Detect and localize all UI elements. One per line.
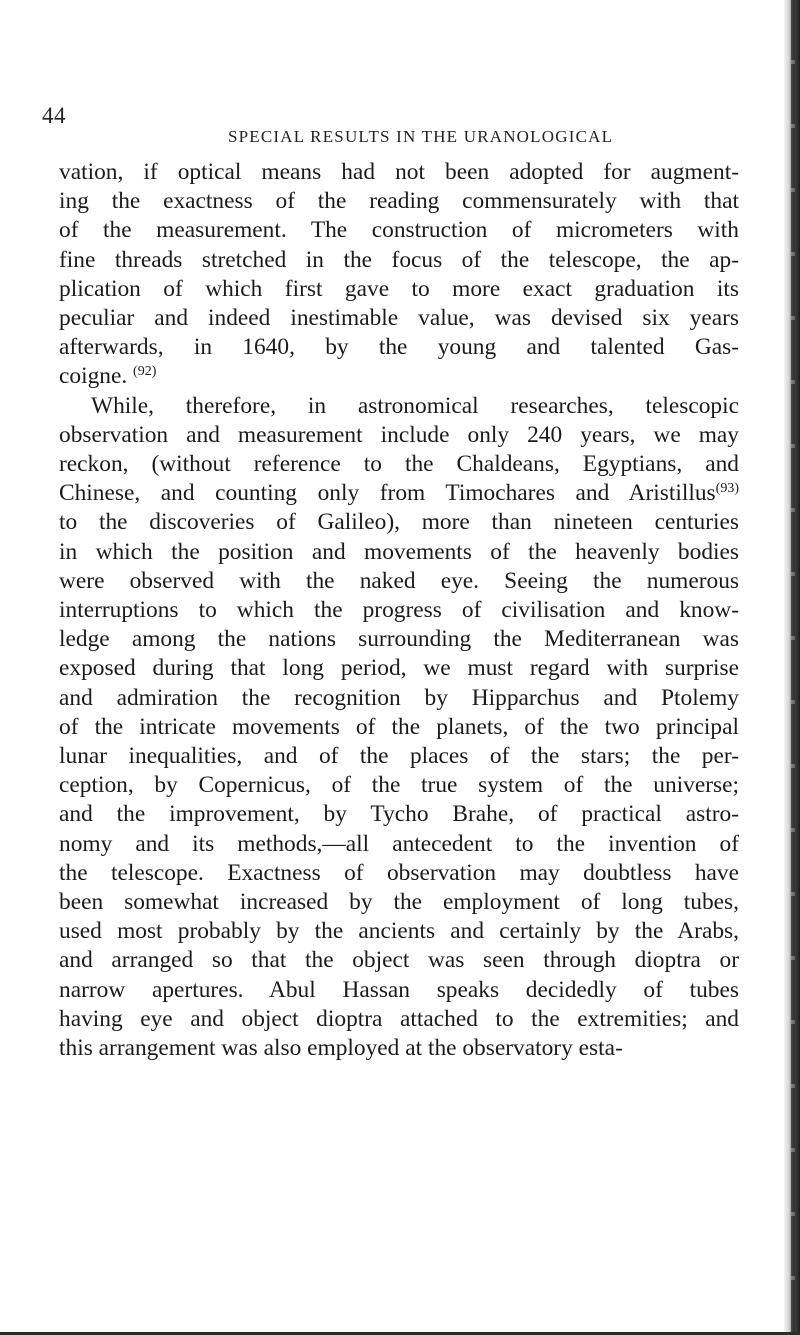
footnote-ref: (93) <box>715 481 739 497</box>
line-text: Chinese, and counting only from Timochares and Aristillus <box>59 480 716 507</box>
text-line: vation, if optical means had not been adopted for augment- <box>59 159 739 185</box>
text-line: peculiar and indeed inestimable value, was devised six years <box>59 305 739 332</box>
text-line: the telescope. Exactness of observation may doubtless have <box>59 859 739 886</box>
text-line: of the measurement. The construction of micrometers with <box>59 217 739 244</box>
line-text: coigne. <box>59 363 134 390</box>
text-line: ledge among the nations surrounding the Mediterranean was <box>59 626 739 653</box>
text-line: used most probably by the ancients and certainly by the Arabs, <box>59 918 739 945</box>
text-line: observation and measurement include only 240 years, we may <box>59 421 739 448</box>
text-line: this arrangement was also employed at the observatory esta- <box>59 1035 623 1062</box>
text-line: While, therefore, in astronomical researches, telescopic <box>91 392 739 419</box>
running-head: SPECIAL RESULTS IN THE URANOLOGICAL <box>228 127 614 146</box>
text-line: fine threads stretched in the focus of the telescope, the ap- <box>59 246 739 273</box>
text-line: reckon, (without reference to the Chaldeans, Egyptians, and <box>59 451 739 478</box>
text-line: narrow apertures. Abul Hassan speaks decidedly of tubes <box>59 976 739 1003</box>
text-line: ing the exactness of the reading commensurately with that <box>59 188 739 215</box>
text-line: and admiration the recognition by Hipparchus and Ptolemy <box>59 684 739 711</box>
text-line: plication of which first gave to more exact graduation its <box>59 275 739 302</box>
text-line: and the improvement, by Tycho Brahe, of practical astro- <box>59 801 739 828</box>
body-text <box>59 158 739 1063</box>
text-line: ception, by Copernicus, of the true system of the universe; <box>59 772 739 799</box>
text-line: to the discoveries of Galileo), more than nineteen centuries <box>59 509 739 536</box>
text-line: having eye and object dioptra attached to the extremities; and <box>59 1005 739 1032</box>
text-line: nomy and its methods,—all antecedent to the invention of <box>59 830 739 857</box>
text-line: afterwards, in 1640, by the young and talented Gas- <box>59 334 739 361</box>
text-line: of the intricate movements of the planets, of the two principal <box>59 713 739 740</box>
text-line: in which the position and movements of the heavenly bodies <box>59 538 739 565</box>
text-line: been somewhat increased by the employment of long tubes, <box>59 889 739 916</box>
binding-edge <box>791 0 795 1335</box>
text-line: lunar inequalities, and of the places of the stars; the per- <box>59 743 739 770</box>
text-line: interruptions to which the progress of civilisation and know- <box>59 597 739 624</box>
page-number: 44 <box>42 103 66 128</box>
text-line <box>59 362 739 391</box>
text-line: and arranged so that the object was seen through dioptra or <box>59 947 739 974</box>
text-line: exposed during that long period, we must regard with surprise <box>59 655 739 682</box>
text-line: were observed with the naked eye. Seeing the numerous <box>59 567 739 594</box>
text-line <box>59 479 739 508</box>
footnote-ref: (92) <box>133 364 157 380</box>
